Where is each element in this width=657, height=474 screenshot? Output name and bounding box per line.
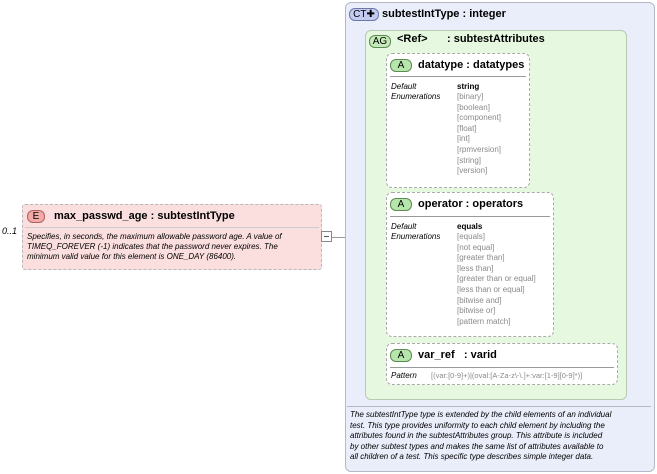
attribute-datatype-badge: A xyxy=(390,59,412,72)
element-divider xyxy=(25,227,319,228)
ct-title: subtestIntType : integer xyxy=(382,8,506,20)
attribute-operator-enum-label: Enumerations xyxy=(391,232,441,241)
ct-doc-line-3: attributes found in the subtestAttributes group. This attribute is included xyxy=(350,431,603,441)
ct-doc-line-1: The subtestIntType type is extended by the child elements of an individual xyxy=(350,410,612,419)
enum-option: [version] xyxy=(457,166,488,176)
enum-option: [greater than or equal] xyxy=(457,274,536,284)
expand-toggle-icon[interactable] xyxy=(321,231,332,242)
attribute-datatype-title: datatype : datatypes xyxy=(418,59,525,71)
ct-badge: CT✚ xyxy=(349,8,379,21)
element-box[interactable] xyxy=(22,204,322,270)
attribute-var-ref-pattern-label: Pattern xyxy=(391,371,417,380)
enum-option: [less than or equal] xyxy=(457,285,525,294)
element-doc-line-2: TIMEQ_FOREVER (-1) indicates that the password never expires. The xyxy=(27,242,278,251)
attribute-operator-default-label: Default xyxy=(391,222,417,231)
attribute-operator-default-value: equals xyxy=(457,222,483,231)
enum-option: [string] xyxy=(457,155,482,165)
attribute-datatype-divider xyxy=(390,76,526,77)
enum-option: [equals] xyxy=(457,232,486,241)
enum-option: [bitwise and] xyxy=(457,295,502,305)
enum-option: [int] xyxy=(457,134,470,144)
attribute-operator-badge: A xyxy=(390,198,412,211)
attribute-var-ref-divider xyxy=(390,367,614,368)
attribute-operator-box[interactable] xyxy=(386,192,554,337)
enum-option: [pattern match] xyxy=(457,316,511,326)
attribute-var-ref-box[interactable] xyxy=(386,343,618,385)
ct-doc-line-4: by other subtest types and makes the same list of attributes available to xyxy=(350,441,604,451)
enum-option: [float] xyxy=(457,123,477,133)
attribute-operator-divider xyxy=(390,216,550,217)
attribute-datatype-enum-label: Enumerations xyxy=(391,92,441,101)
enum-option: [greater than] xyxy=(457,253,505,263)
attribute-datatype-default-value: string xyxy=(457,82,480,91)
enum-option: [boolean] xyxy=(457,102,490,112)
ct-doc-divider xyxy=(347,406,651,407)
ag-ref-label: <Ref> xyxy=(397,33,428,45)
attribute-var-ref-pattern-value: [(var:[0-9]+)|(oval:[A-Za-z\-\.]+:var:[1-9][0-9]*)] xyxy=(431,371,583,380)
element-occurrence: 0..1 xyxy=(2,226,18,236)
ag-title: : subtestAttributes xyxy=(447,33,545,45)
enum-option: [bitwise or] xyxy=(457,306,496,316)
ag-badge: AG xyxy=(369,35,391,48)
enum-option: [not equal] xyxy=(457,242,495,252)
attribute-datatype-box[interactable] xyxy=(386,53,530,188)
element-badge: E xyxy=(27,210,45,223)
enum-option: [rpmversion] xyxy=(457,145,502,154)
ct-doc-line-2: test. This type provides uniformity to each child element by including the xyxy=(350,420,605,430)
element-doc-line-1: Specifies, in seconds, the maximum allowable password age. A value of xyxy=(27,232,282,241)
enum-option: [less than] xyxy=(457,263,494,273)
ct-doc-line-5: all children of a test. This specific type describes simple integer data. xyxy=(350,452,594,462)
element-doc-line-3: minimum valid value for this element is ONE_DAY (86400). xyxy=(27,252,237,261)
enum-option: [binary] xyxy=(457,92,484,101)
attribute-var-ref-title: var_ref : varid xyxy=(418,349,497,361)
attribute-var-ref-badge: A xyxy=(390,349,412,362)
attribute-operator-title: operator : operators xyxy=(418,198,524,210)
enum-option: [component] xyxy=(457,113,502,123)
element-title: max_passwd_age : subtestIntType xyxy=(54,210,235,222)
attribute-datatype-default-label: Default xyxy=(391,82,417,91)
